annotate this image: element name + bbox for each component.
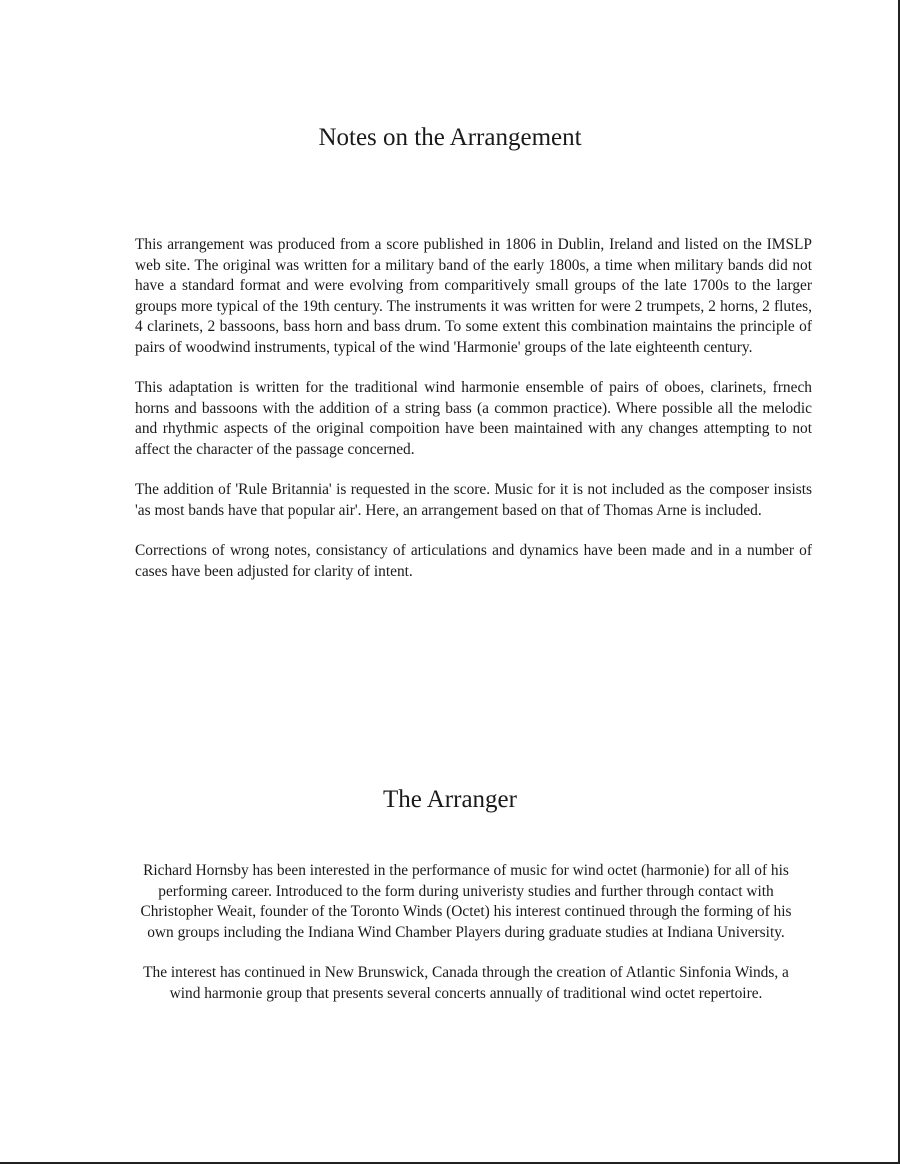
notes-section xyxy=(135,235,812,602)
notes-paragraph: This adaptation is written for the traditional wind harmonie ensemble of pairs of oboes, clarinets, frnech horns and bassoons with the addition of a string bass (a common practice). Where possible all the melodic and rhythmic aspects of the original compoition have been maintained with any changes attempting to not affect the character of the passage concerned. xyxy=(135,379,812,458)
arranger-section xyxy=(140,861,792,1024)
notes-title: Notes on the Arrangement xyxy=(318,124,582,151)
notes-paragraph: Corrections of wrong notes, consistancy of articulations and dynamics have been made and in a number of cases have been adjusted for clarity of intent. xyxy=(135,542,812,580)
notes-paragraph: The addition of 'Rule Britannia' is requested in the score. Music for it is not included as the composer insists 'as most bands have that popular air'. Here, an arrangement based on that of Thomas Arne is included. xyxy=(135,481,812,519)
arranger-paragraph: Richard Hornsby has been interested in the performance of music for wind octet (harmonie) for all of his performing career. Introduced to the form during univeristy studies and further through contact with Christopher Weait, founder of the Toronto Winds (Octet) his interest continued through the forming of his own groups including the Indiana Wind Chamber Players during graduate studies at Indiana University. xyxy=(140,862,792,941)
notes-paragraph: This arrangement was produced from a score published in 1806 in Dublin, Ireland and listed on the IMSLP web site. The original was written for a military band of the early 1800s, a time when military bands did not have a standard format and were evolving from comparitively small groups of the late 1700s to the larger groups more typical of the 19th century. The instruments it was written for were 2 trumpets, 2 horns, 2 flutes, 4 clarinets, 2 bassoons, bass horn and bass drum. To some extent this combination maintains the principle of pairs of woodwind instruments, typical of the wind 'Harmonie' groups of the late eighteenth century. xyxy=(135,236,812,356)
arranger-paragraph: The interest has continued in New Brunswick, Canada through the creation of Atlantic Sinfonia Winds, a wind harmonie group that presents several concerts annually of traditional wind octet repertoire. xyxy=(143,964,789,1002)
arranger-title: The Arranger xyxy=(383,786,517,813)
